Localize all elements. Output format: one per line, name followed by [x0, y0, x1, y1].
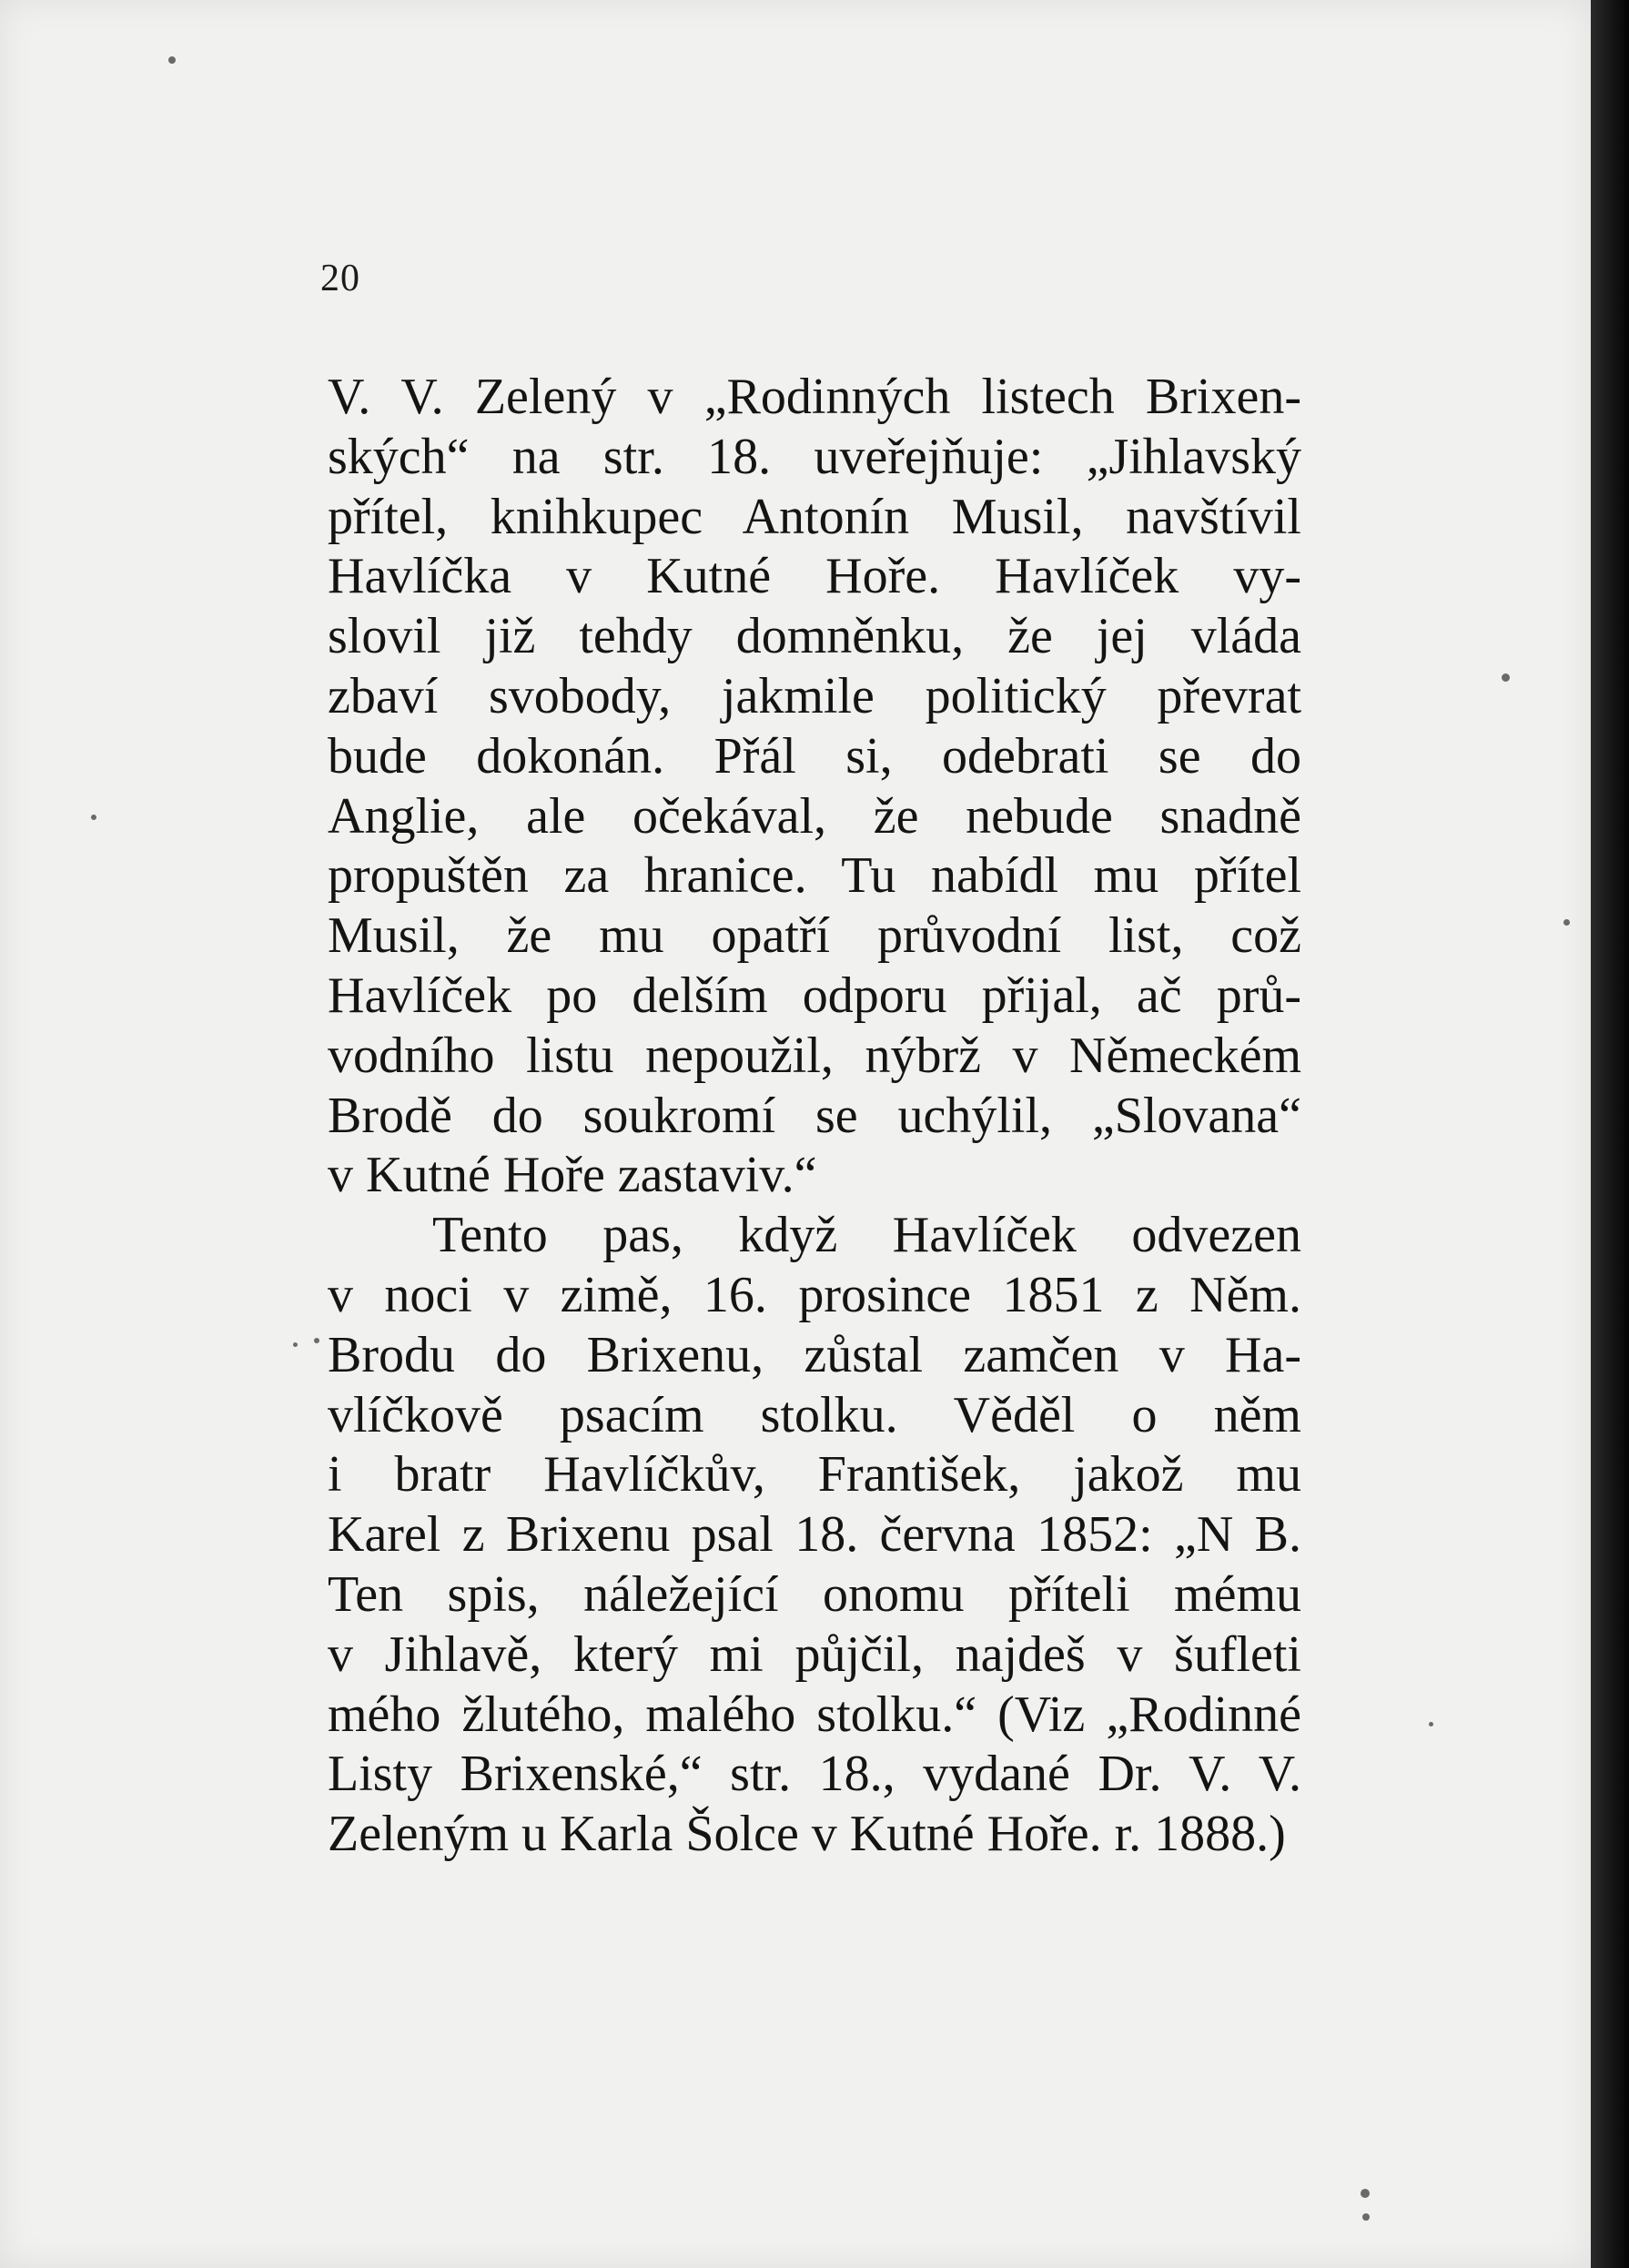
text-line: vlíčkově psacím stolku. Věděl o něm — [328, 1386, 1301, 1443]
text-line: ských“ na str. 18. uveřejňuje: „Jihlavský — [328, 428, 1301, 485]
text-line: v Jihlavě, který mi půjčil, najdeš v šufleti — [328, 1625, 1301, 1683]
text-line: zbaví svobody, jakmile politický převrat — [328, 667, 1301, 724]
text-line: Ten spis, náležející onomu příteli mému — [328, 1565, 1301, 1623]
body-text — [328, 368, 1301, 1865]
paper-speck — [1361, 2189, 1370, 2198]
paper-speck — [168, 56, 176, 64]
text-line: Zeleným u Karla Šolce v Kutné Hoře. r. 1888.) — [328, 1806, 1286, 1863]
paper-speck — [91, 815, 96, 820]
text-line: Tento pas, když Havlíček odvezen — [432, 1207, 1301, 1264]
text-line: mého žlutého, malého stolku.“ (Viz „Rodinné — [328, 1686, 1301, 1743]
paper-speck — [1362, 2213, 1370, 2221]
page-edge — [1591, 0, 1629, 2268]
text-line: vodního listu nepoužil, nýbrž v Německém — [328, 1027, 1301, 1084]
text-line: v noci v zimě, 16. prosince 1851 z Něm. — [328, 1266, 1301, 1323]
text-line: Musil, že mu opatří průvodní list, což — [328, 907, 1301, 965]
paper-speck — [1429, 1722, 1433, 1726]
text-line: přítel, knihkupec Antonín Musil, navštívil — [328, 488, 1301, 545]
text-line: slovil již tehdy domněnku, že jej vláda — [328, 608, 1301, 665]
paper-speck — [1502, 673, 1510, 682]
text-line: Havlíček po delším odporu přijal, ač prů- — [328, 967, 1301, 1024]
text-line: Karel z Brixenu psal 18. června 1852: „N B. — [328, 1506, 1301, 1564]
text-line: Anglie, ale očekával, že nebude snadně — [328, 787, 1301, 845]
text-line: bude dokonán. Přál si, odebrati se do — [328, 727, 1301, 785]
text-line: i bratr Havlíčkův, František, jakož mu — [328, 1446, 1301, 1504]
text-line: Havlíčka v Kutné Hoře. Havlíček vy- — [328, 548, 1301, 605]
paper-speck — [314, 1338, 319, 1343]
text-line: Listy Brixenské,“ str. 18., vydané Dr. V. V. — [328, 1746, 1301, 1803]
text-line: v Kutné Hoře zastaviv.“ — [328, 1147, 817, 1204]
text-line: Brodě do soukromí se uchýlil, „Slovana“ — [328, 1087, 1301, 1144]
paper-speck — [1563, 919, 1570, 926]
text-line: propuštěn za hranice. Tu nabídl mu přítel — [328, 847, 1301, 905]
paper-speck — [293, 1342, 298, 1347]
text-line: V. V. Zelený v „Rodinných listech Brixen- — [328, 369, 1301, 425]
text-line: Brodu do Brixenu, zůstal zamčen v Ha- — [328, 1326, 1301, 1383]
page-number: 20 — [320, 258, 360, 299]
